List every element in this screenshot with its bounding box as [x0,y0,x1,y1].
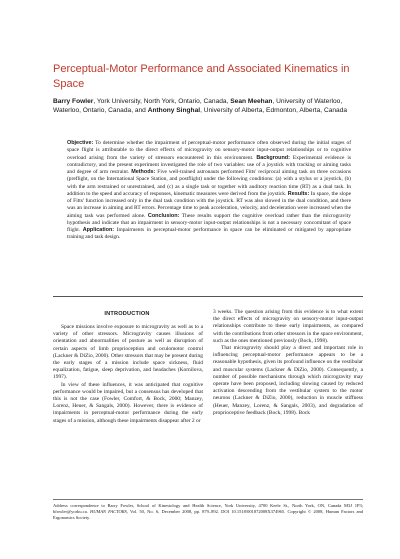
author-list [53,97,363,115]
abstract-objective: To determine whether the impairment of perceptual-motor performance often observed during the initial stages of space flight is attributable to the direct effects of microgravity on sensory-motor input-output relationships or to cognitive overload arising from the variety of stressors encountered in this environment. [67,140,351,161]
abstract-methods-label: Methods: [131,169,156,175]
body-paragraph: That microgravity should play a direct and important role in influencing perceptual-motor performance appears to be a reasonable hypothesis, given its profound influence on the vestibular and muscular systems (Lackner & DiZio, 2000). Consequently, a number of possible mechanisms through which microgravity may operate have been proposed, including slowing caused by reduced activation descending from the vestibular system to the motor neurons (Lackner & DiZio, 2000), reduction in muscle stiffness (Heuer, Manzey, Lorenz, & Sangals, 2003), and degradation of proprioceptive feedback (Bock, 1998). Bock [213,345,363,416]
body-column-left [53,324,203,425]
abstract [67,140,351,242]
section-divider [53,296,363,297]
author-name: Anthony Singhal [147,107,201,114]
footnote-journal: HUMAN FACTORS [90,509,127,515]
abstract-background-label: Background: [256,154,290,161]
abstract-conclusion: These results support the cognitive overload rather than the microgravity hypothesis and indicate that an impairment in sensory-motor input-output relationships is not a necessary concomitant of space flight. [67,212,351,233]
abstract-conclusion-label: Conclusion: [147,212,180,219]
abstract-objective-label: Objective: [67,140,94,146]
author-affiliation: , University of Alberta, Edmonton, Alberta, Canada [200,107,348,114]
author-name: Barry Fowler [53,98,94,105]
body-paragraph: 3 weeks. The question arising from this evidence is to what extent the direct effects of microgravity on sensory-motor input-output relationships contribute to these early impairments, as compared with the contributions from other stressors in the space environment, such as the ones mentioned previously (Bock, 1998). [213,309,363,344]
author-name: Sean Meehan [230,98,273,105]
author-affiliation: , University of Waterloo, Waterloo, Ontario, Canada, and [53,98,343,114]
abstract-results-label: Results: [287,190,310,197]
footnote-address: Address correspondence to Barry Fowler, School of Kinesiology and Health Science, York University, 4700 Keele St., North York, ON, Canada M3J 1P3; bfowler@yorku.ca. [53,503,363,515]
footnote [53,503,363,522]
abstract-application-label: Application: [82,227,115,233]
body-column-right [213,309,363,417]
footnote-divider [53,499,363,500]
footnote-citation: , Vol. 50, No. 6, December 2008, pp. 879–892. DOI 10.1518/001872008X374965. Copyright © 2008, Human Factors and Ergonomics Society. [53,509,363,521]
abstract-results: In space, the slope of Fitts' function increased only in the dual task condition with the joystick. RT was also slowed in the dual condition, and there was an increase in aiming and RT errors. Percentage time to peak acceleration, velocity, and deceleration were increased when the aiming task was performed alone. [67,190,351,219]
body-paragraph: In view of these influences, it was anticipated that cognitive performance would be impaired, but a consensus has developed that this is not the case (Fowler, Comfort, & Bock, 2000; Manzey, Lorenz, Heuer, & Sangals, 2000). However, there is evidence of impairments in perceptual-motor performance during the early stages of a mission, although these impairments disappear after 2 or [53,381,203,424]
abstract-methods: Five well-trained astronauts performed Fitts' reciprocal aiming task on three occasions (preflight, on the International Space Station, and postflight) under the following conditions: (a) with a stylus or a joystick, (b) with the arm restrained or unrestrained, and (c) as a single task or together with auditory reaction time (RT) as a dual task. In addition to the speed and accuracy of responses, kinematic measures were derived from the joystick. [67,169,351,197]
abstract-application: Impairments in perceptual-motor performance in space can be eliminated or mitigated by appropriate training and task design. [67,227,351,241]
body-paragraph: Space missions involve exposure to microgravity as well as to a variety of other stressors. Microgravity causes illusions of orientation and abnormalities of posture as well as disruption of certain aspects of limb proprioception and oculomotor control (Lackner & DiZio, 2000). Other stressors that may be present during the early stages of a mission include space sickness, fluid equalization, fatigue, sleep deprivation, and headaches (Kornilova, 1997). [53,324,203,381]
section-heading-introduction: INTRODUCTION [104,311,150,317]
author-affiliation: , York University, North York, Ontario, Canada, [93,98,231,105]
abstract-background: Experimental evidence is contradictory, and the present experiment investigated the role of two variables: use of a joystick with tracking or aiming tasks and degree of arm restraint. [67,154,351,175]
article-title: Perceptual-Motor Performance and Associated Kinematics in Space [53,63,350,90]
